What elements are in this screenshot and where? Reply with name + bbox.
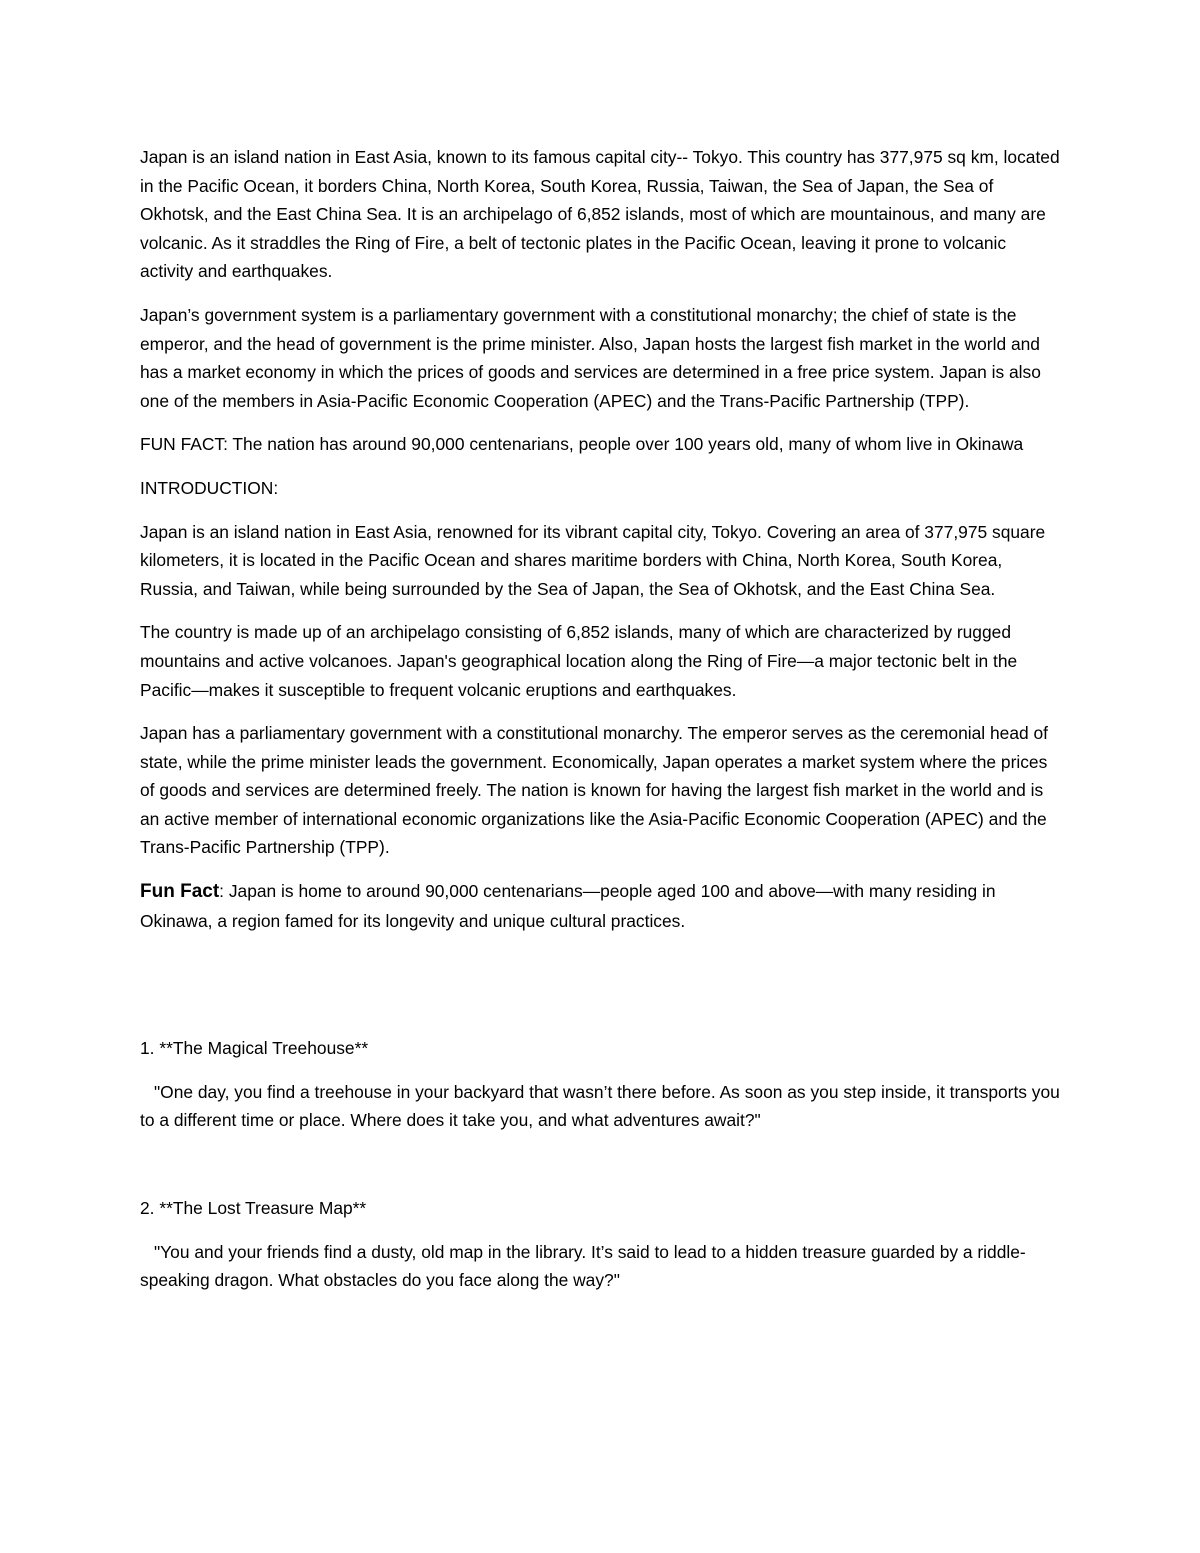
prompt-1-text: "One day, you find a treehouse in your backyard that wasn’t there before. As soon as you step inside, it transports you to a different time or place. Where does it take you, and what adventures await?" xyxy=(140,1081,1060,1131)
document-body xyxy=(140,143,1060,1310)
introduction-fun-fact xyxy=(140,877,1060,935)
introduction-paragraph-1: Japan is an island nation in East Asia, renowned for its vibrant capital city, Tokyo. Covering an area of 377,975 square kilometers, it is located in the Pacific Ocean and shares maritime borders with China, North Korea, South Korea, Russia, and Taiwan, while being surrounded by the Sea of Japan, the Sea of Okhotsk, and the East China Sea. xyxy=(140,521,1046,599)
prompt-spacer xyxy=(140,1150,1060,1194)
prompt-1-title: 1. **The Magical Treehouse** xyxy=(140,1038,369,1059)
prompt-2-title: 2. **The Lost Treasure Map** xyxy=(140,1198,367,1219)
original-fun-fact: FUN FACT: The nation has around 90,000 centenarians, people over 100 years old, many of whom live in Okinawa xyxy=(140,434,1024,455)
original-paragraph-1: Japan is an island nation in East Asia, known to its famous capital city-- Tokyo. This country has 377,975 sq km, located in the Pacific Ocean, it borders China, North Korea, South Korea, Russia, Taiwan, the Sea of Japan, the Sea of Okhotsk, and the East China Sea. It is an archipelago of 6,852 islands, most of which are mountainous, and many are volcanic. As it straddles the Ring of Fire, a belt of tectonic plates in the Pacific Ocean, leaving it prone to volcanic activity and earthquakes. xyxy=(140,147,1060,282)
original-paragraph-2: Japan’s government system is a parliamentary government with a constitutional monarchy; the chief of state is the emperor, and the head of government is the prime minister. Also, Japan hosts the largest fish market in the world and has a market economy in which the prices of goods and services are determined in a free price system. Japan is also one of the members in Asia-Pacific Economic Cooperation (APEC) and the Trans-Pacific Partnership (TPP). xyxy=(140,304,1041,411)
introduction-paragraph-3: Japan has a parliamentary government with a constitutional monarchy. The emperor serves as the ceremonial head of state, while the prime minister leads the government. Economically, Japan operates a market system where the prices of goods and services are determined freely. The nation is known for having the largest fish market in the world and is an active member of international economic organizations like the Asia-Pacific Economic Cooperation (APEC) and the Trans-Pacific Partnership (TPP). xyxy=(140,723,1049,858)
section-spacer xyxy=(140,950,1060,1034)
fun-fact-label: Fun Fact xyxy=(140,881,220,903)
introduction-heading: INTRODUCTION: xyxy=(140,477,279,498)
introduction-paragraph-2: The country is made up of an archipelago consisting of 6,852 islands, many of which are characterized by rugged mountains and active volcanoes. Japan's geographical location along the Ring of Fire—a major tectonic belt in the Pacific—makes it susceptible to frequent volcanic eruptions and earthquakes. xyxy=(140,622,1018,700)
fun-fact-text: : Japan is home to around 90,000 centenarians—people aged 100 and above—with many residing in Okinawa, a region famed for its longevity and unique cultural practices. xyxy=(140,881,996,931)
prompt-2-text: "You and your friends find a dusty, old map in the library. It’s said to lead to a hidden treasure guarded by a riddle-speaking dragon. What obstacles do you face along the way?" xyxy=(140,1241,1026,1291)
